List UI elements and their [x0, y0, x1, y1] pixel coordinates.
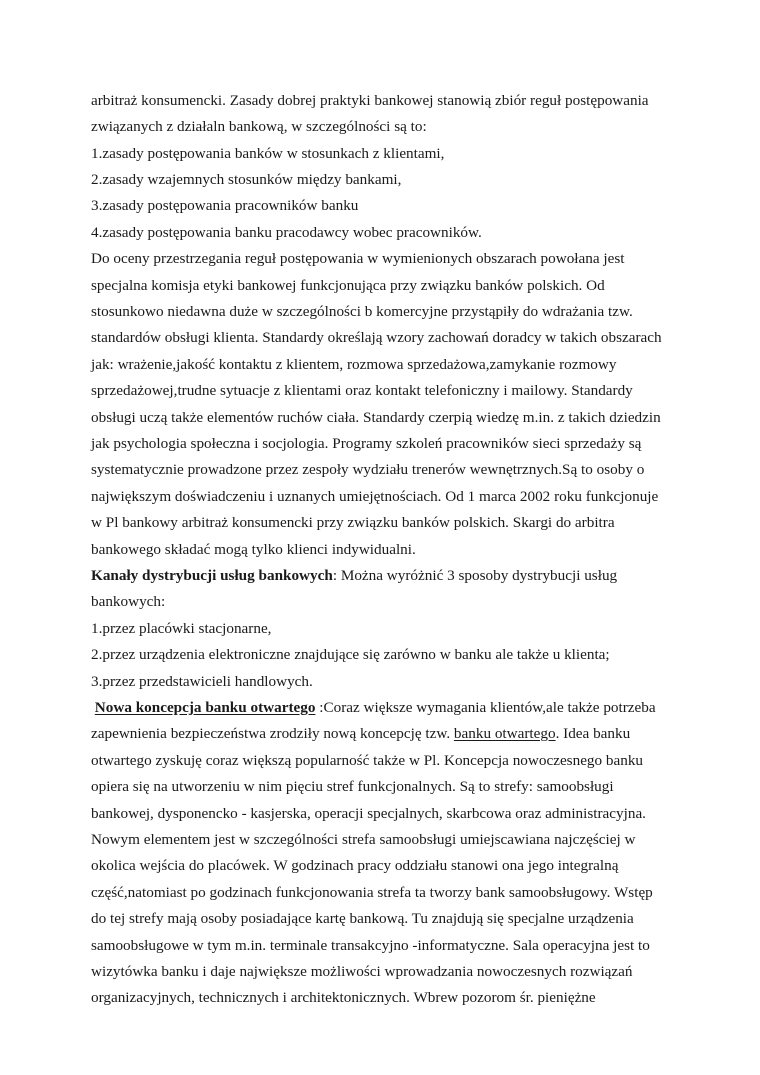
text-line: wizytówka banku i daje największe możliwości wprowadzania nowoczesnych rozwiązań [91, 963, 633, 980]
text-line: 2.zasady wzajemnych stosunków między bankami, [91, 171, 402, 188]
text-line: samoobsługowe w tym m.in. terminale transakcyjno -informatyczne. Sala operacyjna jest to [91, 937, 650, 954]
text-line: 4.zasady postępowania banku pracodawcy wobec pracowników. [91, 224, 482, 241]
text-line: Nowym elementem jest w szczególności strefa samoobsługi umiejscawiana najczęściej w [91, 831, 636, 848]
text-line: standardów obsługi klienta. Standardy określają wzory zachowań doradcy w takich obszarach [91, 329, 662, 346]
text-line: 1.zasady postępowania banków w stosunkach z klientami, [91, 145, 445, 162]
text-line: sprzedażowej,trudne sytuacje z klientami oraz kontakt telefoniczny i mailowy. Standardy [91, 382, 633, 399]
list-item: 2.przez urządzenia elektroniczne znajdujące się zarówno w banku ale także u klienta; [91, 646, 610, 663]
section-nowa-first-line [91, 698, 656, 718]
text-line: w Pl bankowy arbitraż konsumencki przy związku banków polskich. Skargi do arbitra [91, 514, 615, 531]
text-line: organizacyjnych, technicznych i architektonicznych. Wbrew pozorom śr. pieniężne [91, 989, 596, 1006]
text-line: jak: wrażenie,jakość kontaktu z klientem, rozmowa sprzedażowa,zamykanie rozmowy [91, 356, 617, 373]
text-line: specjalna komisja etyki bankowej funkcjonująca przy związku banków polskich. Od [91, 277, 605, 294]
text-line: do tej strefy mają osoby posiadające kartę bankową. Tu znajdują się specjalne urządzenia [91, 910, 634, 927]
hyperlink-banku-otwartego[interactable]: banku otwartego [453, 725, 556, 742]
text-span: : Można wyróżnić 3 sposoby dystrybucji usług [332, 567, 618, 584]
text-line: okolica wejścia do placówek. W godzinach pracy oddziału stanowi ona jego integralną [91, 857, 619, 874]
text-line: bankowego składać mogą tylko klienci indywidualni. [91, 541, 416, 558]
section-heading-kanaly: Kanały dystrybucji usług bankowych [91, 567, 333, 584]
section-nowa-second-line [91, 724, 630, 744]
text-line: część,natomiast po godzinach funkcjonowania strefa ta tworzy bank samoobsługowy. Wstęp [91, 884, 653, 901]
text-line: bankowej, dysponencko - kasjerska, operacji specjalnych, skarbcowa oraz administracyjna. [91, 805, 646, 822]
text-line: Do oceny przestrzegania reguł postępowania w wymienionych obszarach powołana jest [91, 250, 625, 267]
text-line: obsługi uczą także elementów ruchów ciała. Standardy czerpią wiedzę m.in. z takich dziedzin [91, 409, 661, 426]
text-span: :Coraz większe wymagania klientów,ale także potrzeba [315, 699, 656, 716]
text-line: jak psychologia społeczna i socjologia. Programy szkoleń pracowników sieci sprzedaży są [91, 435, 642, 452]
text-line: systematycznie prowadzone przez zespoły wydziału trenerów wewnętrznych.Są to osoby o [91, 461, 645, 478]
text-line: największym doświadczeniu i uznanych umiejętnościach. Od 1 marca 2002 roku funkcjonuje [91, 488, 659, 505]
text-line: stosunkowo niedawna duże w szczególności b komercyjne przystąpiły do wdrażania tzw. [91, 303, 633, 320]
text-line: otwartego zyskuję coraz większą popularność także w Pl. Koncepcja nowoczesnego banku [91, 752, 644, 769]
text-line: arbitraż konsumencki. Zasady dobrej praktyki bankowej stanowią zbiór reguł postępowania [91, 92, 649, 109]
text-line: opiera się na utworzeniu w nim pięciu stref funkcjonalnych. Są to strefy: samoobsługi [91, 778, 614, 795]
section-kanaly-first-line [91, 566, 617, 586]
section-heading-nowa: Nowa koncepcja banku otwartego [94, 699, 316, 716]
text-line: związanych z działaln bankową, w szczególności są to: [91, 118, 427, 135]
text-span: . Idea banku [555, 725, 631, 742]
text-span: zapewnienia bezpieczeństwa zrodziły nową koncepcję tzw. [91, 725, 454, 742]
list-item: 1.przez placówki stacjonarne, [91, 620, 272, 637]
text-line: 3.zasady postępowania pracowników banku [91, 197, 359, 214]
list-item: 3.przez przedstawicieli handlowych. [91, 673, 313, 690]
text-line: bankowych: [91, 593, 166, 610]
